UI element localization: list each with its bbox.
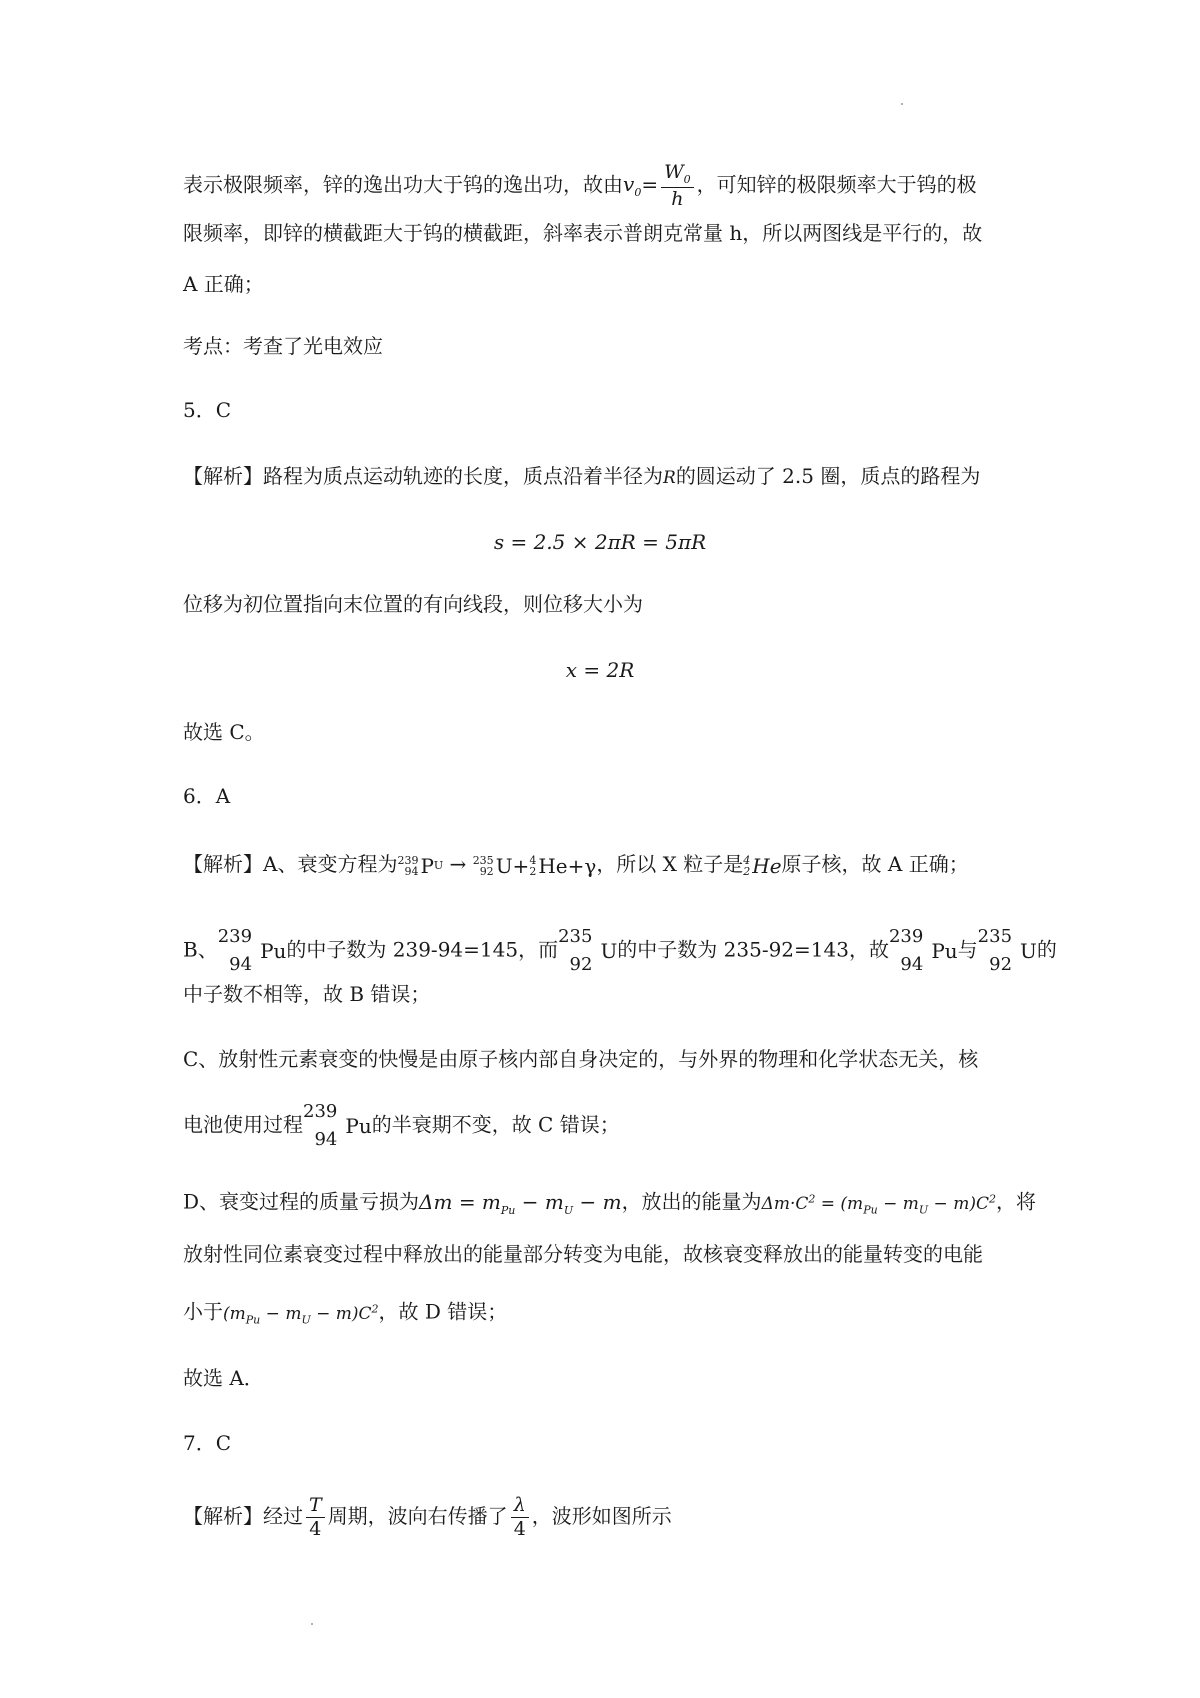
nuclide-pu: 239 94 Pu	[217, 926, 287, 975]
fraction-lambda-over-4: $\frac{\lambda}{4}$	[511, 1496, 529, 1539]
radius-symbol: R	[663, 468, 676, 488]
q5-equation-displacement: x = 2R	[565, 658, 635, 682]
paragraph-line: A 正确；	[183, 272, 264, 296]
q6-analysis-d: 放射性同位素衰变过程中释放出的能量部分转变为电能，故核衰变释放出的能量转变的电能	[183, 1242, 983, 1266]
nuclide-pu: 239 94 P U	[397, 853, 444, 878]
nuclide-pu: 239 94 Pu	[303, 1101, 372, 1150]
scan-speck	[901, 103, 903, 105]
scan-speck	[311, 1623, 313, 1625]
mass-defect-equation: $\Delta m = m_{Pu} - m_U - m$	[419, 1189, 622, 1217]
question-6-heading: 6．A	[183, 784, 231, 808]
nuclide-u: 235 92 U+	[472, 853, 530, 878]
energy-expression: $(m_{Pu} - m_U - m)C^2$	[223, 1302, 379, 1327]
fraction-t-over-4: $\frac{T}{4}$	[306, 1496, 325, 1539]
q6-analysis-d: D、衰变过程的质量亏损为$\Delta m = m_{Pu} - m_U - m$，放出的能量为$\Delta m\cdot C^2 = (m_{Pu} - m_U - m)C^2$，将	[183, 1189, 1036, 1217]
nuclide-he-particle: 4 2 He	[743, 853, 782, 878]
q7-analysis-line: 【解析】经过 $\frac{T}{4}$ 周期，波向右传播了 $\frac{\lambda}{4}$ ，波形如图所示	[183, 1494, 672, 1540]
text: 表示极限频率，锌的逸出功大于钨的逸出功，故由	[183, 172, 623, 197]
arrow: →	[443, 852, 473, 876]
q6-analysis-c: 电池使用过程 239 94 Pu 的半衰期不变，故 C 错误；	[183, 1098, 620, 1154]
paragraph-line	[183, 163, 977, 209]
q6-analysis-d: 小于$(m_{Pu} - m_U - m)C^2$，故 D 错误；	[183, 1299, 508, 1327]
kaodian-line: 考点：考查了光电效应	[183, 334, 383, 358]
paragraph-line: 限频率，即锌的横截距大于钨的横截距，斜率表示普朗克常量 h，所以两图线是平行的，故	[183, 221, 983, 245]
nuclide-u: 235 92 U	[977, 926, 1037, 975]
q5-answer-line: 故选 C。	[183, 720, 265, 744]
q6-analysis-a: 【解析】A、衰变方程为 239 94 P U → 235 92 U+ 4 2 He+γ ，所以 X 粒子是 4 2 He 原子核，故 A 正确；	[183, 852, 969, 878]
nuclide-pu: 239 94 Pu	[888, 926, 958, 975]
q6-answer-line: 故选 A．	[183, 1366, 264, 1390]
question-5-heading: 5．C	[183, 398, 232, 422]
energy-equation: $\Delta m\cdot C^2 = (m_{Pu} - m_U - m)C^2$	[761, 1192, 996, 1217]
fraction-w0-over-h: $\frac{W_0}{h}$	[661, 163, 694, 209]
text: ，可知锌的极限频率大于钨的极	[696, 172, 977, 197]
q5-analysis-line: 【解析】路程为质点运动轨迹的长度，质点沿着半径为R的圆运动了 2.5 圈，质点的路程为	[183, 464, 981, 488]
q6-analysis-b: B、 239 94 Pu 的中子数为 239-94=145，而 235 92 U 的中子数为 235-92=143，故 239 94 Pu 与 235 92 U 的	[183, 923, 1057, 979]
question-7-heading: 7．C	[183, 1431, 232, 1455]
nuclide-u: 235 92 U	[558, 926, 618, 975]
equals-sign: =	[641, 172, 659, 197]
q5-analysis-line: 位移为初位置指向末位置的有向线段，则位移大小为	[183, 592, 643, 616]
q5-equation-path: s = 2.5 × 2πR = 5πR	[493, 530, 707, 554]
q6-analysis-c: C、放射性元素衰变的快慢是由原子核内部自身决定的，与外界的物理和化学状态无关，核	[183, 1047, 979, 1071]
q6-analysis-b: 中子数不相等，故 B 错误；	[183, 982, 431, 1006]
nuclide-he: 4 2 He+γ	[529, 853, 597, 878]
formula-v0: $v_0$	[623, 172, 642, 200]
